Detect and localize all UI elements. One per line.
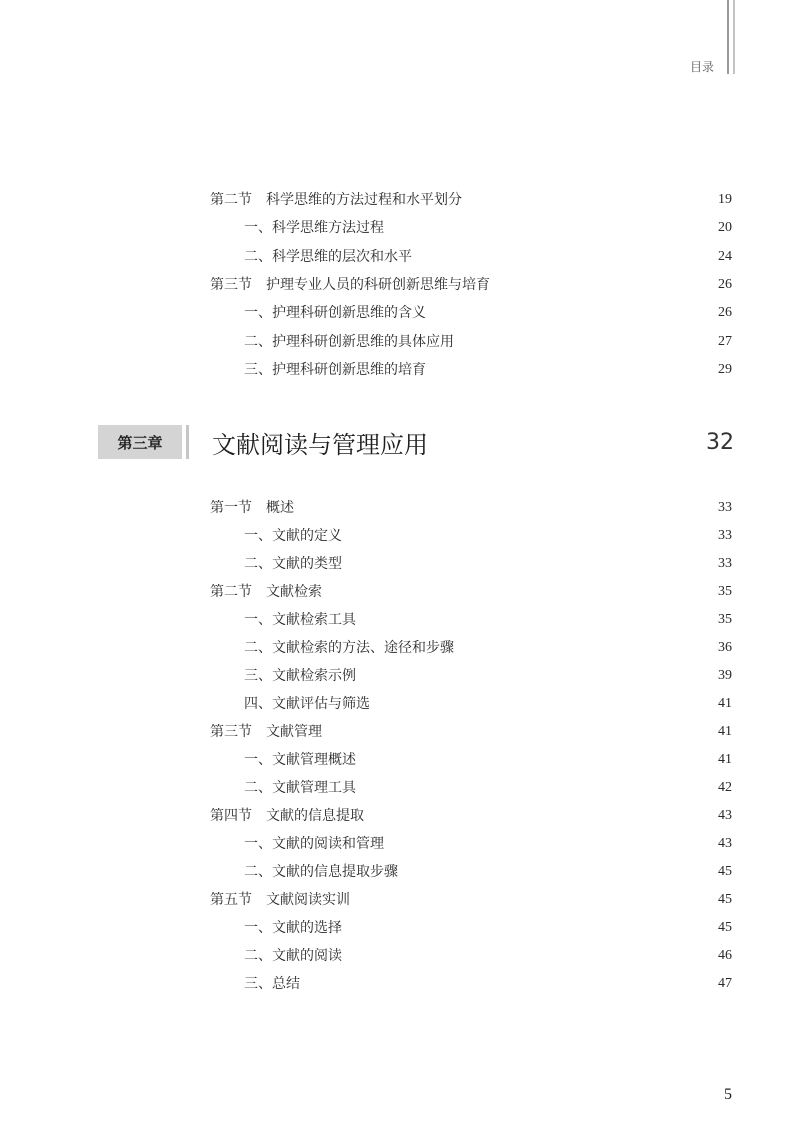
toc-entry-title: 科学思维方法过程 (272, 220, 384, 237)
toc-entry-number: 二、 (244, 556, 272, 572)
toc-item-row (244, 610, 732, 630)
toc-item-row (244, 750, 732, 770)
toc-entry-number: 第四节 (210, 808, 252, 824)
toc-leader-dots (428, 303, 716, 323)
toc-item-row (244, 974, 732, 994)
toc-leader-dots (352, 890, 716, 910)
toc-entry-number: 三、 (244, 976, 272, 992)
chapter-page-number: 32 (706, 429, 734, 455)
toc-section-row (210, 722, 732, 742)
toc-item-row (244, 778, 732, 798)
toc-leader-dots (358, 610, 716, 630)
toc-item-row (244, 918, 732, 938)
toc-entry-page: 27 (718, 333, 732, 349)
toc-entry-page: 43 (718, 808, 732, 823)
toc-section-row (210, 806, 732, 826)
toc-entry-number: 一、 (244, 920, 272, 936)
toc-section-row (210, 890, 732, 910)
toc-item-row (244, 946, 732, 966)
toc-entry-page: 26 (718, 305, 732, 321)
toc-entry-number: 一、 (244, 752, 272, 768)
toc-leader-dots (324, 582, 716, 602)
toc-entry-title: 文献的选择 (272, 920, 342, 936)
toc-item-row (244, 666, 732, 686)
toc-leader-dots (358, 666, 716, 686)
running-header: 目录 (689, 60, 714, 74)
toc-entry-number: 二、 (244, 640, 272, 656)
toc-entry-page: 41 (718, 752, 732, 767)
toc-entry-title: 总结 (272, 976, 300, 992)
toc-entry-page: 35 (718, 584, 732, 599)
toc-entry-page: 29 (718, 361, 732, 377)
toc-entry-title: 文献的类型 (272, 556, 342, 572)
toc-leader-dots (358, 750, 716, 770)
toc-entry-number: 一、 (244, 220, 272, 237)
toc-entry-page: 35 (718, 612, 732, 627)
toc-entry-title: 文献管理概述 (272, 752, 356, 768)
toc-entry-title: 文献检索 (266, 584, 322, 600)
toc-entry-title: 文献的信息提取步骤 (272, 864, 398, 880)
toc-entry-page: 39 (718, 668, 732, 683)
toc-leader-dots (302, 974, 716, 994)
toc-leader-dots (492, 275, 716, 295)
toc-entry-number: 第二节 (210, 584, 252, 600)
toc-entry-title: 文献管理工具 (272, 780, 356, 796)
toc-entry-number: 一、 (244, 612, 272, 628)
toc-item-row (244, 862, 732, 882)
toc-entry-page: 45 (718, 892, 732, 907)
toc-item-row (244, 694, 732, 714)
toc-entry-page: 46 (718, 948, 732, 963)
toc-entry-number: 一、 (244, 305, 272, 322)
toc-entry-page: 20 (718, 220, 732, 236)
toc-entry-page: 42 (718, 780, 732, 795)
toc-entry-number: 二、 (244, 780, 272, 796)
page-number: 5 (724, 1086, 732, 1103)
toc-entry-page: 43 (718, 836, 732, 851)
toc-leader-dots (428, 360, 716, 380)
toc-entry-title: 护理科研创新思维的培育 (272, 361, 426, 378)
toc-entry-page: 33 (718, 556, 732, 571)
toc-item-row (244, 332, 732, 352)
toc-leader-dots (456, 638, 716, 658)
toc-entry-number: 三、 (244, 668, 272, 684)
chapter-heading (212, 424, 734, 460)
toc-leader-dots (464, 190, 716, 210)
toc-entry-number: 二、 (244, 864, 272, 880)
toc-entry-title: 文献评估与筛选 (272, 696, 370, 712)
toc-leader-dots (456, 332, 716, 352)
toc-entry-number: 一、 (244, 836, 272, 852)
toc-entry-number: 二、 (244, 333, 272, 350)
chapter-title: 文献阅读与管理应用 (212, 430, 428, 459)
toc-entry-page: 33 (718, 528, 732, 543)
toc-entry-title: 护理专业人员的科研创新思维与培育 (266, 276, 490, 293)
toc-leader-dots (372, 694, 716, 714)
toc-entry-title: 科学思维的层次和水平 (272, 248, 412, 265)
toc-entry-title: 文献检索的方法、途径和步骤 (272, 640, 454, 656)
toc-entry-title: 文献的阅读和管理 (272, 836, 384, 852)
toc-item-row (244, 554, 732, 574)
toc-entry-number: 三、 (244, 361, 272, 378)
toc-leader-dots (344, 918, 716, 938)
toc-entry-number: 一、 (244, 528, 272, 544)
toc-entry-page: 26 (718, 276, 732, 292)
toc-entry-page: 41 (718, 696, 732, 711)
toc-item-row (244, 834, 732, 854)
toc-entry-title: 文献管理 (266, 724, 322, 740)
toc-item-row (244, 638, 732, 658)
toc-leader-dots (366, 806, 716, 826)
toc-entry-page: 33 (718, 500, 732, 515)
toc-entry-number: 第三节 (210, 276, 252, 293)
toc-item-row (244, 303, 732, 323)
toc-section-row (210, 190, 732, 210)
toc-entry-page: 41 (718, 724, 732, 739)
toc-entry-page: 36 (718, 640, 732, 655)
toc-entry-title: 概述 (266, 500, 294, 516)
toc-leader-dots (344, 946, 716, 966)
toc-entry-number: 第二节 (210, 192, 252, 208)
toc-entry-page: 45 (718, 864, 732, 879)
toc-leader-dots (386, 834, 716, 854)
toc-entry-title: 文献检索工具 (272, 612, 356, 628)
header-rule-secondary (733, 0, 735, 74)
toc-entry-title: 文献的定义 (272, 528, 342, 544)
toc-entry-number: 第一节 (210, 500, 252, 516)
toc-section-row (210, 582, 732, 602)
chapter-label: 第三章 (98, 425, 182, 459)
toc-entry-title: 护理科研创新思维的具体应用 (272, 333, 454, 350)
toc-leader-dots (344, 554, 716, 574)
toc-entry-title: 文献检索示例 (272, 668, 356, 684)
toc-entry-number: 二、 (244, 248, 272, 265)
toc-entry-page: 47 (718, 976, 732, 991)
toc-item-row (244, 360, 732, 380)
toc-entry-page: 45 (718, 920, 732, 935)
toc-item-row (244, 247, 732, 267)
toc-entry-title: 文献的信息提取 (266, 808, 364, 824)
chapter-leader-dots (432, 424, 702, 460)
toc-leader-dots (386, 218, 716, 238)
toc-leader-dots (324, 722, 716, 742)
toc-entry-page: 19 (718, 192, 732, 207)
chapter-label-edge (186, 425, 189, 459)
toc-item-row (244, 526, 732, 546)
toc-leader-dots (400, 862, 716, 882)
header-rule (727, 0, 729, 74)
toc-entry-number: 四、 (244, 696, 272, 712)
toc-entry-page: 24 (718, 248, 732, 264)
toc-section-row (210, 498, 732, 518)
toc-entry-title: 科学思维的方法过程和水平划分 (266, 192, 462, 208)
toc-item-row (244, 218, 732, 238)
toc-leader-dots (358, 778, 716, 798)
toc-leader-dots (414, 247, 716, 267)
toc-entry-title: 护理科研创新思维的含义 (272, 305, 426, 322)
toc-leader-dots (296, 498, 716, 518)
toc-leader-dots (344, 526, 716, 546)
toc-entry-title: 文献的阅读 (272, 948, 342, 964)
toc-section-row (210, 275, 732, 295)
toc-entry-title: 文献阅读实训 (266, 892, 350, 908)
toc-entry-number: 第五节 (210, 892, 252, 908)
toc-entry-number: 二、 (244, 948, 272, 964)
toc-entry-number: 第三节 (210, 724, 252, 740)
